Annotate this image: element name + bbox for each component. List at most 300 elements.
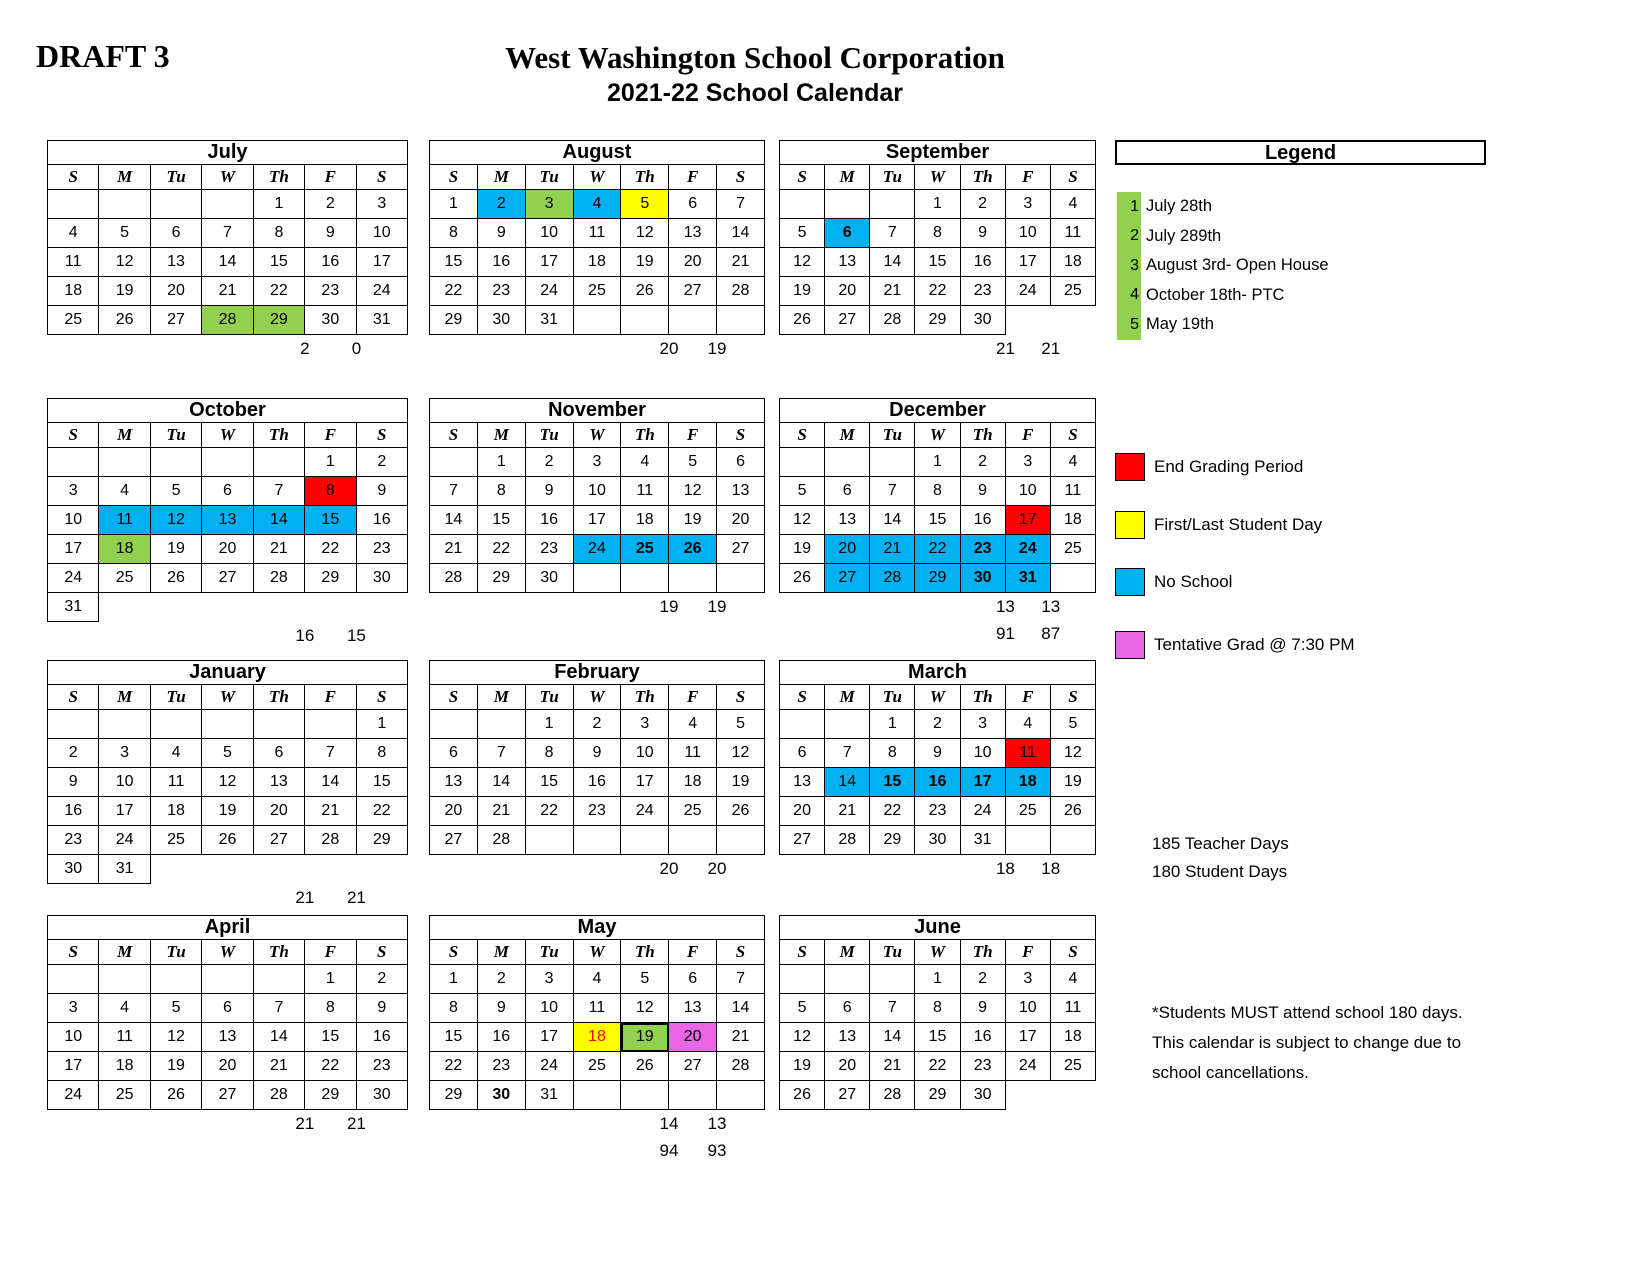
day-cell [621,826,669,855]
weekday-header: F [669,165,717,190]
day-cell: 10 [1005,477,1050,506]
day-cell: 26 [1050,797,1095,826]
day-cell: 4 [99,477,150,506]
day-cell: 13 [717,477,765,506]
day-count: 21 [995,338,1015,358]
day-cell: 24 [525,277,573,306]
month-title: January [48,661,408,685]
legend-item-number: 5 [1117,310,1141,340]
day-cell: 1 [430,190,478,219]
day-cell: 1 [525,710,573,739]
day-cell: 17 [1005,248,1050,277]
day-cell: 28 [253,1081,304,1110]
day-cell: 14 [305,768,356,797]
weekday-header: Th [960,940,1005,965]
day-cell: 19 [621,248,669,277]
day-cell: 14 [477,768,525,797]
day-cell: 18 [150,797,201,826]
weekday-header: W [573,685,621,710]
weekday-header: S [1050,165,1095,190]
day-cell: 24 [1005,535,1050,564]
day-cell: 26 [621,277,669,306]
day-cell: 7 [253,994,304,1023]
weekday-header: M [477,685,525,710]
day-count: 20 [659,858,679,878]
day-cell: 16 [573,768,621,797]
day-cell: 29 [253,306,304,335]
weekday-header: S [717,423,765,448]
day-cell: 17 [1005,1023,1050,1052]
day-cell: 19 [150,535,201,564]
day-cell: 16 [477,1023,525,1052]
empty-cell [202,593,253,622]
day-cell: 5 [150,477,201,506]
day-cell: 9 [477,219,525,248]
day-cell: 9 [477,994,525,1023]
day-cell: 8 [915,994,960,1023]
draft-label: DRAFT 3 [36,38,170,74]
day-cell: 1 [356,710,407,739]
day-cell: 8 [356,739,407,768]
day-cell: 29 [477,564,525,593]
weekday-header: M [477,423,525,448]
day-cell: 22 [305,535,356,564]
day-cell [780,190,825,219]
empty-cell [99,593,150,622]
weekday-header: W [202,165,253,190]
weekday-header: W [202,423,253,448]
day-cell [1050,826,1095,855]
day-cell: 6 [253,739,304,768]
day-cell [621,564,669,593]
day-cell [621,306,669,335]
day-cell: 24 [48,1081,99,1110]
day-cell: 20 [253,797,304,826]
day-cell: 20 [825,277,870,306]
day-cell: 6 [430,739,478,768]
day-cell: 9 [356,994,407,1023]
day-cell [525,826,573,855]
day-cell [253,710,304,739]
day-cell: 16 [525,506,573,535]
day-cell: 2 [48,739,99,768]
legend-numbered-list [1117,192,1329,340]
day-cell: 25 [621,535,669,564]
header [0,40,1510,108]
day-cell: 4 [99,994,150,1023]
day-cell: 11 [1050,477,1095,506]
day-cell: 1 [253,190,304,219]
day-cell: 11 [99,506,150,535]
weekday-header: F [305,423,356,448]
day-cell: 15 [356,768,407,797]
day-cell: 13 [253,768,304,797]
weekday-header: Th [960,423,1005,448]
empty-cell [1005,306,1050,335]
day-cell: 23 [356,1052,407,1081]
legend-color-item [1115,567,1232,597]
day-cell: 4 [621,448,669,477]
day-cell: 17 [1005,506,1050,535]
legend-color-label: First/Last Student Day [1154,515,1323,534]
legend-numbered-item [1117,192,1329,222]
attendance-note: *Students MUST attend school 180 days. This calendar is subject to change due to school cancellations. [1152,1003,1463,1082]
day-cell: 27 [717,535,765,564]
day-cell: 6 [825,219,870,248]
day-cell: 22 [253,277,304,306]
day-cell: 3 [960,710,1005,739]
day-cell: 23 [960,277,1005,306]
day-count: 20 [707,858,727,878]
day-cell: 13 [202,1023,253,1052]
day-cell: 24 [621,797,669,826]
day-cell: 25 [573,1052,621,1081]
weekday-header: S [430,423,478,448]
day-cell [717,826,765,855]
day-cell [825,965,870,994]
day-cell: 13 [825,248,870,277]
day-cell: 9 [960,219,1005,248]
month-august [429,140,765,362]
weekday-header: M [477,165,525,190]
weekday-header: S [430,940,478,965]
month-title: October [48,399,408,423]
day-cell: 19 [150,1052,201,1081]
legend-color-label: Tentative Grad @ 7:30 PM [1154,635,1355,654]
day-cell: 24 [48,564,99,593]
day-cell: 17 [356,248,407,277]
day-cell: 25 [150,826,201,855]
day-cell: 14 [253,506,304,535]
day-cell: 29 [915,564,960,593]
day-cell: 30 [305,306,356,335]
day-cell: 7 [717,965,765,994]
day-count: 21 [1041,338,1061,358]
day-count: 16 [295,625,315,645]
day-cell: 10 [1005,994,1050,1023]
day-cell: 31 [99,855,150,884]
day-cell: 5 [780,477,825,506]
legend-item-label: May 19th [1146,315,1214,334]
day-cell: 23 [477,1052,525,1081]
day-cell [870,190,915,219]
day-cell: 15 [253,248,304,277]
day-cell [48,190,99,219]
day-cell: 12 [202,768,253,797]
day-cell [150,448,201,477]
weekday-header: W [202,940,253,965]
day-cell: 29 [356,826,407,855]
day-cell: 23 [477,277,525,306]
day-cell: 30 [960,1081,1005,1110]
weekday-header: F [1005,940,1050,965]
day-cell: 7 [253,477,304,506]
day-cell: 26 [780,1081,825,1110]
day-cell: 23 [915,797,960,826]
day-cell: 7 [870,219,915,248]
day-cell: 7 [870,994,915,1023]
month-day-counts [47,335,408,362]
day-cell: 10 [525,219,573,248]
day-cell: 27 [780,826,825,855]
day-cell: 15 [305,506,356,535]
day-cell: 12 [780,1023,825,1052]
day-cell: 16 [356,1023,407,1052]
day-cell: 12 [717,739,765,768]
day-cell: 12 [1050,739,1095,768]
day-cell: 15 [305,1023,356,1052]
month-day-counts [429,1110,765,1137]
day-cell: 28 [253,564,304,593]
day-cell: 26 [150,564,201,593]
day-cell [1005,826,1050,855]
day-cell: 24 [1005,1052,1050,1081]
day-cell: 14 [202,248,253,277]
day-cell: 25 [669,797,717,826]
day-cell: 6 [669,190,717,219]
month-title: March [780,661,1096,685]
day-count: 21 [346,887,366,907]
day-cell: 10 [48,1023,99,1052]
month-day-counts [47,884,408,911]
day-cell: 6 [202,994,253,1023]
day-cell: 10 [573,477,621,506]
day-cell: 5 [780,219,825,248]
day-cell: 18 [48,277,99,306]
day-count: 13 [995,596,1015,616]
day-cell: 24 [573,535,621,564]
day-cell: 6 [780,739,825,768]
month-title: February [430,661,765,685]
day-cell: 31 [525,306,573,335]
day-cell: 6 [669,965,717,994]
legend-item-label: July 28th [1146,197,1213,216]
day-cell: 8 [525,739,573,768]
weekday-header: Tu [525,165,573,190]
day-cell: 8 [915,477,960,506]
day-cell: 28 [430,564,478,593]
day-cell: 17 [573,506,621,535]
weekday-header: S [356,685,407,710]
legend-color-label: No School [1154,572,1233,591]
day-count: 21 [295,1113,315,1133]
weekday-header: M [825,940,870,965]
day-cell: 12 [780,248,825,277]
day-cell: 28 [870,1081,915,1110]
day-count: 21 [295,887,315,907]
day-count: 0 [351,338,362,358]
day-cell: 16 [960,506,1005,535]
day-cell: 2 [525,448,573,477]
weekday-header: W [573,423,621,448]
day-cell: 22 [915,277,960,306]
day-cell: 16 [915,768,960,797]
weekday-header: Th [621,940,669,965]
month-day-counts [47,1110,408,1137]
day-cell: 27 [825,306,870,335]
day-cell [48,448,99,477]
day-cell: 14 [870,248,915,277]
day-cell: 22 [356,797,407,826]
day-cell: 28 [477,826,525,855]
day-count: 18 [995,858,1015,878]
day-cell: 12 [621,219,669,248]
month-october [47,398,408,649]
weekday-header: W [573,940,621,965]
day-count: 13 [707,1113,727,1133]
day-cell: 29 [305,564,356,593]
day-cell: 18 [573,248,621,277]
weekday-header: Th [253,423,304,448]
day-cell: 25 [1050,535,1095,564]
day-cell: 11 [48,248,99,277]
day-cell: 3 [1005,448,1050,477]
day-cell: 6 [202,477,253,506]
day-cell: 2 [915,710,960,739]
day-cell: 18 [99,535,150,564]
empty-cell [150,855,201,884]
day-cell: 21 [825,797,870,826]
day-cell: 26 [621,1052,669,1081]
weekday-header: Tu [150,685,201,710]
day-cell: 29 [915,306,960,335]
day-cell: 5 [99,219,150,248]
weekday-header: S [780,423,825,448]
day-cell: 7 [202,219,253,248]
day-cell: 7 [477,739,525,768]
day-cell: 28 [202,306,253,335]
weekday-header: Tu [870,165,915,190]
day-cell: 28 [825,826,870,855]
month-january [47,660,408,911]
month-day-counts [47,622,408,649]
day-cell: 30 [915,826,960,855]
weekday-header: Th [621,165,669,190]
day-cell [717,1081,765,1110]
legend-item-label: October 18th- PTC [1146,285,1285,304]
empty-cell [356,593,407,622]
day-cell: 9 [356,477,407,506]
day-cell [99,965,150,994]
day-cell: 7 [430,477,478,506]
day-cell: 24 [356,277,407,306]
day-cell: 10 [621,739,669,768]
document-subtitle: 2021-22 School Calendar [607,79,903,107]
day-cell: 19 [202,797,253,826]
day-cell [780,965,825,994]
document-title: West Washington School Corporation [505,40,1005,75]
day-cell: 11 [573,994,621,1023]
day-cell: 20 [669,248,717,277]
day-cell: 10 [48,506,99,535]
day-cell: 18 [1050,506,1095,535]
day-cell: 16 [305,248,356,277]
day-cell [202,448,253,477]
day-cell: 13 [150,248,201,277]
month-november [429,398,765,620]
day-cell: 19 [780,1052,825,1081]
month-title: June [780,916,1096,940]
empty-cell [253,855,304,884]
day-cell: 14 [717,994,765,1023]
day-cell: 11 [150,768,201,797]
day-cell: 30 [960,306,1005,335]
day-cell: 19 [669,506,717,535]
weekday-header: F [305,685,356,710]
day-cell [780,710,825,739]
day-cell: 26 [150,1081,201,1110]
weekday-header: Tu [870,940,915,965]
day-cell: 18 [669,768,717,797]
legend-numbered-item [1117,222,1329,252]
day-cell: 4 [1005,710,1050,739]
day-cell: 13 [825,1023,870,1052]
day-cell: 10 [1005,219,1050,248]
weekday-header: Th [253,940,304,965]
day-cell: 20 [150,277,201,306]
weekday-header: S [717,685,765,710]
day-cell: 27 [669,277,717,306]
weekday-header: F [669,423,717,448]
month-title: April [48,916,408,940]
empty-cell [1005,1081,1050,1110]
day-cell: 26 [780,306,825,335]
day-cell: 10 [356,219,407,248]
day-cell: 2 [305,190,356,219]
day-cell: 26 [99,306,150,335]
weekday-header: Tu [870,685,915,710]
day-cell [870,965,915,994]
empty-cell [305,593,356,622]
day-count: 19 [707,596,727,616]
day-cell: 24 [525,1052,573,1081]
month-day-counts [429,1137,765,1164]
day-cell: 15 [915,248,960,277]
day-cell: 27 [202,564,253,593]
day-cell: 14 [717,219,765,248]
legend-item-number: 2 [1117,222,1141,252]
month-march [779,660,1096,882]
day-cell: 24 [99,826,150,855]
weekday-header: W [573,165,621,190]
month-day-counts [779,593,1096,620]
day-cell: 9 [48,768,99,797]
day-cell: 4 [573,190,621,219]
month-day-counts [429,593,765,620]
month-title: July [48,141,408,165]
day-cell: 24 [1005,277,1050,306]
day-cell: 30 [48,855,99,884]
day-cell: 16 [477,248,525,277]
day-cell: 8 [870,739,915,768]
day-cell [48,710,99,739]
day-cell: 17 [99,797,150,826]
day-cell: 4 [48,219,99,248]
day-cell: 15 [430,248,478,277]
weekday-header: Tu [150,165,201,190]
day-count: 94 [659,1140,679,1160]
day-cell: 10 [525,994,573,1023]
day-cell: 14 [253,1023,304,1052]
day-cell: 15 [477,506,525,535]
day-cell: 1 [477,448,525,477]
day-cell: 24 [960,797,1005,826]
weekday-header: F [1005,685,1050,710]
legend-color-label: End Grading Period [1154,457,1304,476]
weekday-header: Th [960,165,1005,190]
weekday-header: S [430,685,478,710]
day-cell: 21 [717,248,765,277]
